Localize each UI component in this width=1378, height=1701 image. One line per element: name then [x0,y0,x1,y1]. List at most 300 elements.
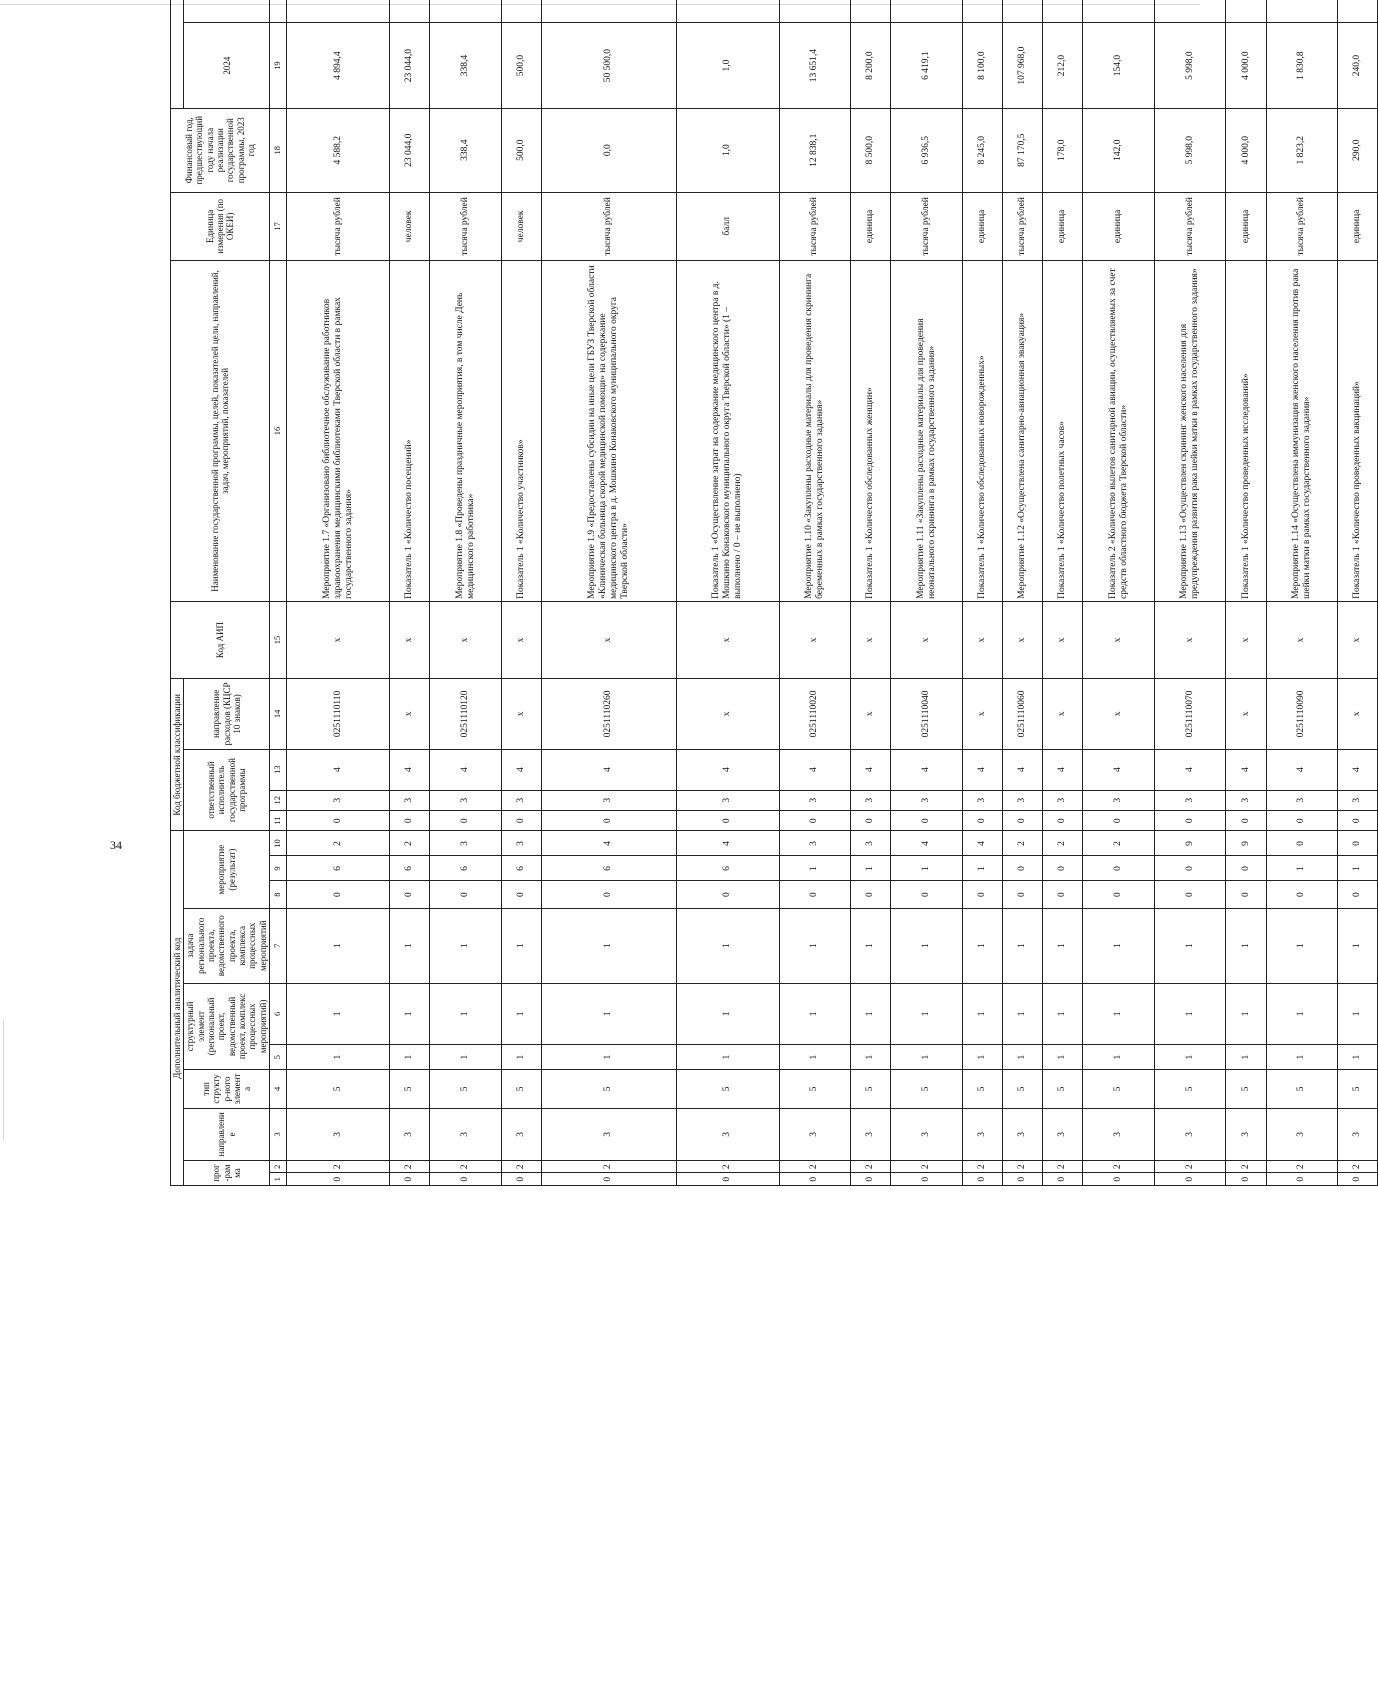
code-digit-cell: 1 [1226,983,1266,1044]
code-digit-cell: 1 [779,1045,851,1070]
column-number: 5 [270,1045,287,1070]
code-digit-cell: 0 [1266,1173,1338,1186]
code-digit-cell: 0 [541,1173,676,1186]
code-digit-cell: 1 [962,1045,1002,1070]
code-digit-cell: 5 [676,1070,779,1109]
code-digit-cell: 1 [541,908,676,983]
header-aip-code: Код АИП [171,601,270,678]
aip-code-cell: x [1266,601,1338,678]
year-value-cell: 338,4 [430,23,502,108]
code-digit-cell: 3 [390,1108,430,1160]
code-digit-cell: 0 [1266,811,1338,831]
page-number: 34 [110,838,122,852]
code-digit-cell: 1 [287,908,390,983]
expense-code-cell: 0251110070 [1154,679,1226,749]
code-digit-cell: 2 [1003,831,1043,856]
year-value-cell [1003,0,1043,23]
code-digit-cell: 2 [1083,831,1155,856]
aip-code-cell: x [287,601,390,678]
unit-cell: единица [962,192,1002,260]
header-task: задача регионального проекта, ведомственного проекта, комплекса процессных мероприятий [184,908,270,983]
code-digit-cell: 0 [1226,881,1266,908]
code-digit-cell: 1 [501,1045,541,1070]
code-digit-cell: 0 [891,1173,963,1186]
code-digit-cell: 1 [287,1045,390,1070]
code-digit-cell: 4 [891,831,963,856]
year-value-cell: 107 968,0 [1003,23,1043,108]
year-value-cell [390,0,430,23]
code-digit-cell: 4 [1226,749,1266,790]
code-digit-cell: 1 [287,983,390,1044]
year-value-cell [1266,0,1338,23]
code-digit-cell: 3 [1266,790,1338,810]
code-digit-cell: 4 [541,749,676,790]
code-digit-cell: 1 [1154,1045,1226,1070]
aip-code-cell: x [1226,601,1266,678]
code-digit-cell: 0 [1003,856,1043,881]
header-struct-type: тип структур-ного элемента [184,1070,270,1109]
column-number: 2 [270,1161,287,1174]
code-digit-cell: 1 [676,983,779,1044]
year-value-cell [1083,0,1155,23]
code-digit-cell: 3 [501,790,541,810]
code-digit-cell: 3 [1226,1108,1266,1160]
aip-code-cell: x [962,601,1002,678]
unit-cell: тысяча рублей [1266,192,1338,260]
column-number [270,0,287,23]
code-digit-cell: 3 [891,1108,963,1160]
code-digit-cell: 0 [1266,831,1338,856]
table-row [891,0,963,1186]
header-year: 2024 [184,23,270,108]
rotated-table-frame [170,46,1363,1640]
code-digit-cell: 2 [962,1161,1002,1174]
expense-code-cell: 0251110060 [1003,679,1043,749]
code-digit-cell: 4 [1154,749,1226,790]
unit-cell: единица [1226,192,1266,260]
base-year-value-cell: 142,0 [1083,108,1155,192]
header-direction: направление [184,1108,270,1160]
year-value-cell: 4 000,0 [1226,23,1266,108]
code-digit-cell: 3 [851,790,891,810]
code-digit-cell: 1 [541,983,676,1044]
code-digit-cell: 5 [1154,1070,1226,1109]
column-number: 8 [270,881,287,908]
code-digit-cell: 2 [1226,1161,1266,1174]
code-digit-cell: 0 [1154,811,1226,831]
base-year-value-cell: 290,0 [1338,108,1378,192]
aip-code-cell: x [501,601,541,678]
code-digit-cell: 0 [287,811,390,831]
year-value-cell: 1 830,8 [1266,23,1338,108]
code-digit-cell: 2 [430,1161,502,1174]
scan-edge-line [3,1020,4,1140]
code-digit-cell: 0 [501,881,541,908]
code-digit-cell: 1 [430,983,502,1044]
year-value-cell: 6 419,1 [891,23,963,108]
code-digit-cell: 0 [1154,856,1226,881]
code-digit-cell: 2 [851,1161,891,1174]
column-number: 14 [270,679,287,749]
code-digit-cell: 0 [1043,856,1083,881]
expense-code-cell: 0251110120 [430,679,502,749]
code-digit-cell: 2 [1338,1161,1378,1174]
base-year-value-cell: 0,0 [541,108,676,192]
header-budget-code: Код бюджетной классификации [171,679,184,831]
code-digit-cell: 2 [1003,1161,1043,1174]
code-digit-cell: 3 [1226,790,1266,810]
base-year-value-cell: 4 000,0 [1226,108,1266,192]
aip-code-cell: x [1083,601,1155,678]
code-digit-cell: 1 [390,983,430,1044]
code-digit-cell: 1 [390,1045,430,1070]
code-digit-cell: 3 [676,790,779,810]
year-value-cell: 50 500,0 [541,23,676,108]
base-year-value-cell: 4 588,2 [287,108,390,192]
item-name-cell: Мероприятие 1.12 «Осуществлена санитарно-авиационная эвакуация» [1003,260,1043,601]
year-value-cell [676,0,779,23]
code-digit-cell: 1 [1043,1045,1083,1070]
year-value-cell [1154,0,1226,23]
expense-code-cell: 0251110040 [891,679,963,749]
column-number: 6 [270,983,287,1044]
code-digit-cell: 2 [390,831,430,856]
year-value-cell [501,0,541,23]
header-dop-code: Дополнительный аналитический код [171,831,184,1186]
column-number: 3 [270,1108,287,1160]
code-digit-cell: 0 [501,1173,541,1186]
code-digit-cell: 2 [1266,1161,1338,1174]
code-digit-cell: 4 [501,749,541,790]
code-digit-cell: 2 [1043,1161,1083,1174]
code-digit-cell: 5 [541,1070,676,1109]
code-digit-cell: 5 [1338,1070,1378,1109]
unit-cell: тысяча рублей [541,192,676,260]
table-row [390,0,430,1186]
column-number: 7 [270,908,287,983]
code-digit-cell: 9 [1154,831,1226,856]
column-number: 17 [270,192,287,260]
code-digit-cell: 3 [962,790,1002,810]
code-digit-cell: 5 [501,1070,541,1109]
code-digit-cell: 1 [779,983,851,1044]
code-digit-cell: 4 [1003,749,1043,790]
base-year-value-cell: 178,0 [1043,108,1083,192]
year-value-cell: 13 651,4 [779,23,851,108]
code-digit-cell: 0 [1266,881,1338,908]
unit-cell: единица [851,192,891,260]
code-digit-cell: 2 [501,1161,541,1174]
expense-code-cell: x [962,679,1002,749]
code-digit-cell: 1 [676,1045,779,1070]
code-digit-cell: 4 [779,749,851,790]
code-digit-cell: 0 [1003,811,1043,831]
year-value-cell: 154,0 [1083,23,1155,108]
code-digit-cell: 4 [962,749,1002,790]
base-year-value-cell: 500,0 [501,108,541,192]
code-digit-cell: 3 [1083,1108,1155,1160]
aip-code-cell: x [851,601,891,678]
item-name-cell: Мероприятие 1.14 «Осуществлена иммунизация женского населения против рака шейки матки в рамках государственного задания» [1266,260,1338,601]
code-digit-cell: 2 [779,1161,851,1174]
code-digit-cell: 0 [1083,811,1155,831]
code-digit-cell: 5 [891,1070,963,1109]
code-digit-cell: 1 [851,908,891,983]
program-table [170,0,1378,1186]
table-row [1043,0,1083,1186]
code-digit-cell: 3 [1043,790,1083,810]
code-digit-cell: 1 [1154,983,1226,1044]
header-expense: направление расходов (КЦСР 10 знаков) [184,679,270,749]
code-digit-cell: 5 [1043,1070,1083,1109]
item-name-cell: Показатель 1 «Количество посещений» [390,260,430,601]
code-digit-cell: 0 [390,881,430,908]
expense-code-cell: x [1338,679,1378,749]
code-digit-cell: 0 [541,811,676,831]
item-name-cell: Мероприятие 1.11 «Закуплены расходные материалы для проведения неонатального скрининга в рамках государственного задания» [891,260,963,601]
expense-code-cell: x [1043,679,1083,749]
code-digit-cell: 6 [390,856,430,881]
code-digit-cell: 4 [676,831,779,856]
code-digit-cell: 3 [430,1108,502,1160]
item-name-cell: Показатель 2 «Количество вылетов санитарной авиации, осуществляемых за счет средств областного бюджета Тверской области» [1083,260,1155,601]
code-digit-cell: 4 [676,749,779,790]
code-digit-cell: 3 [430,790,502,810]
aip-code-cell: x [1043,601,1083,678]
header-unit: Единица измерения (по ОКЕИ) [171,192,270,260]
table-row [430,0,502,1186]
code-digit-cell: 1 [1043,908,1083,983]
code-digit-cell: 0 [390,811,430,831]
year-value-cell [851,0,891,23]
code-digit-cell: 2 [1043,831,1083,856]
aip-code-cell: x [1154,601,1226,678]
code-digit-cell: 3 [1154,1108,1226,1160]
year-value-cell [1043,0,1083,23]
code-digit-cell: 0 [962,811,1002,831]
base-year-value-cell: 87 170,5 [1003,108,1043,192]
code-digit-cell: 3 [287,790,390,810]
code-digit-cell: 3 [541,790,676,810]
base-year-value-cell: 5 998,0 [1154,108,1226,192]
code-digit-cell: 3 [390,790,430,810]
code-digit-cell: 3 [962,1108,1002,1160]
column-number: 11 [270,811,287,831]
item-name-cell: Показатель 1 «Осуществление затрат на содержание медицинского центра в д. Мошкино Конаковского муниципального округа Тверской области» (1 – выполнено / 0 – не выполнено) [676,260,779,601]
code-digit-cell: 1 [1083,1045,1155,1070]
code-digit-cell: 0 [1083,881,1155,908]
code-digit-cell: 4 [287,749,390,790]
code-digit-cell: 5 [390,1070,430,1109]
code-digit-cell: 1 [390,908,430,983]
code-digit-cell: 6 [501,856,541,881]
table-row [541,0,676,1186]
code-digit-cell: 0 [1043,811,1083,831]
code-digit-cell: 0 [851,811,891,831]
code-digit-cell: 5 [962,1070,1002,1109]
header-executor: ответственный исполнитель государственной программы [184,749,270,831]
code-digit-cell: 0 [501,811,541,831]
code-digit-cell: 1 [1226,1045,1266,1070]
unit-cell: балл [676,192,779,260]
code-digit-cell: 1 [501,908,541,983]
code-digit-cell: 1 [891,1045,963,1070]
code-digit-cell: 1 [1083,983,1155,1044]
code-digit-cell: 6 [676,856,779,881]
unit-cell: единица [1338,192,1378,260]
year-value-cell [287,0,390,23]
code-digit-cell: 3 [1338,790,1378,810]
year-value-cell: 1,0 [676,23,779,108]
code-digit-cell: 1 [891,983,963,1044]
code-digit-cell: 5 [851,1070,891,1109]
unit-cell: человек [390,192,430,260]
base-year-value-cell: 12 838,1 [779,108,851,192]
code-digit-cell: 6 [287,856,390,881]
code-digit-cell: 4 [891,749,963,790]
code-digit-cell: 3 [1003,1108,1043,1160]
table-row [1003,0,1043,1186]
code-digit-cell: 1 [851,856,891,881]
code-digit-cell: 0 [1043,881,1083,908]
code-digit-cell: 1 [1338,856,1378,881]
unit-cell: тысяча рублей [1154,192,1226,260]
expense-code-cell: x [1083,679,1155,749]
code-digit-cell: 0 [287,881,390,908]
unit-cell: тысяча рублей [430,192,502,260]
header-struct-elem: структурный элемент (региональный проект, ведомственный проект, комплекс процессных мероприятий) [184,983,270,1069]
code-digit-cell: 0 [1154,881,1226,908]
code-digit-cell: 0 [1338,831,1378,856]
code-digit-cell: 1 [779,856,851,881]
code-digit-cell: 1 [962,983,1002,1044]
code-digit-cell: 0 [1338,811,1378,831]
item-name-cell: Показатель 1 «Количество обследованных новорожденных» [962,260,1002,601]
expense-code-cell: 0251110110 [287,679,390,749]
year-value-cell: 5 998,0 [1154,23,1226,108]
base-year-value-cell: 6 936,5 [891,108,963,192]
aip-code-cell: x [430,601,502,678]
table-row [1266,0,1338,1186]
code-digit-cell: 5 [1083,1070,1155,1109]
expense-code-cell: 0251110090 [1266,679,1338,749]
code-digit-cell: 0 [1226,1173,1266,1186]
table-row [676,0,779,1186]
table-row [962,0,1002,1186]
year-value-cell: 240,0 [1338,23,1378,108]
expense-code-cell: x [676,679,779,749]
item-name-cell: Показатель 1 «Количество проведенных вакцинаций» [1338,260,1378,601]
expense-code-cell: x [1226,679,1266,749]
code-digit-cell: 3 [676,1108,779,1160]
code-digit-cell: 4 [1266,749,1338,790]
code-digit-cell: 3 [851,831,891,856]
code-digit-cell: 0 [287,1173,390,1186]
column-number: 12 [270,790,287,810]
unit-cell: человек [501,192,541,260]
item-name-cell: Мероприятие 1.8 «Проведены праздничные мероприятия, в том числе День медицинского работника» [430,260,502,601]
code-digit-cell: 5 [1226,1070,1266,1109]
item-name-cell: Мероприятие 1.10 «Закуплены расходные материалы для проведения скрининга беременных в рамках государственного задания» [779,260,851,601]
column-number-row [270,0,287,1186]
code-digit-cell: 1 [1003,1045,1043,1070]
code-digit-cell: 5 [1003,1070,1043,1109]
code-digit-cell: 1 [1083,908,1155,983]
unit-cell: тысяча рублей [287,192,390,260]
unit-cell: единица [1043,192,1083,260]
year-value-cell: 8 200,0 [851,23,891,108]
code-digit-cell: 4 [430,749,502,790]
code-digit-cell: 1 [851,1045,891,1070]
code-digit-cell: 1 [1226,908,1266,983]
aip-code-cell: x [779,601,851,678]
code-digit-cell: 1 [430,1045,502,1070]
year-value-cell [541,0,676,23]
code-digit-cell: 1 [1003,908,1043,983]
year-value-cell: 500,0 [501,23,541,108]
table-row [501,0,541,1186]
year-value-cell [891,0,963,23]
code-digit-cell: 0 [676,881,779,908]
code-digit-cell: 5 [430,1070,502,1109]
code-digit-cell: 4 [1338,749,1378,790]
table-row [287,0,390,1186]
base-year-value-cell: 338,4 [430,108,502,192]
year-value-cell [779,0,851,23]
unit-cell: единица [1083,192,1155,260]
code-digit-cell: 2 [541,1161,676,1174]
code-digit-cell: 2 [1083,1161,1155,1174]
code-digit-cell: 3 [287,1108,390,1160]
code-digit-cell: 5 [779,1070,851,1109]
code-digit-cell: 0 [851,881,891,908]
code-digit-cell: 2 [891,1161,963,1174]
code-digit-cell: 0 [1154,1173,1226,1186]
code-digit-cell: 2 [287,1161,390,1174]
code-digit-cell: 1 [779,908,851,983]
code-digit-cell: 1 [891,856,963,881]
code-digit-cell: 0 [1003,881,1043,908]
year-value-cell: 4 894,4 [287,23,390,108]
column-number: 16 [270,260,287,601]
code-digit-cell: 0 [1003,1173,1043,1186]
code-digit-cell: 2 [676,1161,779,1174]
year-value-cell [1338,0,1378,23]
code-digit-cell: 6 [430,856,502,881]
year-value-cell: 23 044,0 [390,23,430,108]
code-digit-cell: 0 [851,1173,891,1186]
code-digit-cell: 4 [851,749,891,790]
expense-code-cell: 0251110020 [779,679,851,749]
code-digit-cell: 0 [962,881,1002,908]
code-digit-cell: 2 [1154,1161,1226,1174]
column-number: 9 [270,856,287,881]
base-year-value-cell: 23 044,0 [390,108,430,192]
header-year [184,0,270,23]
unit-cell: тысяча рублей [1003,192,1043,260]
code-digit-cell: 1 [962,908,1002,983]
code-digit-cell: 3 [501,831,541,856]
code-digit-cell: 9 [1226,831,1266,856]
code-digit-cell: 0 [779,811,851,831]
code-digit-cell: 4 [962,831,1002,856]
base-year-value-cell: 8 500,0 [851,108,891,192]
code-digit-cell: 0 [430,811,502,831]
column-number: 19 [270,23,287,108]
code-digit-cell: 3 [851,1108,891,1160]
item-name-cell: Мероприятие 1.13 «Осуществлен скрининг женского населения для предупреждения развития рака шейки матки в рамках государственного задания» [1154,260,1226,601]
code-digit-cell: 3 [1083,790,1155,810]
